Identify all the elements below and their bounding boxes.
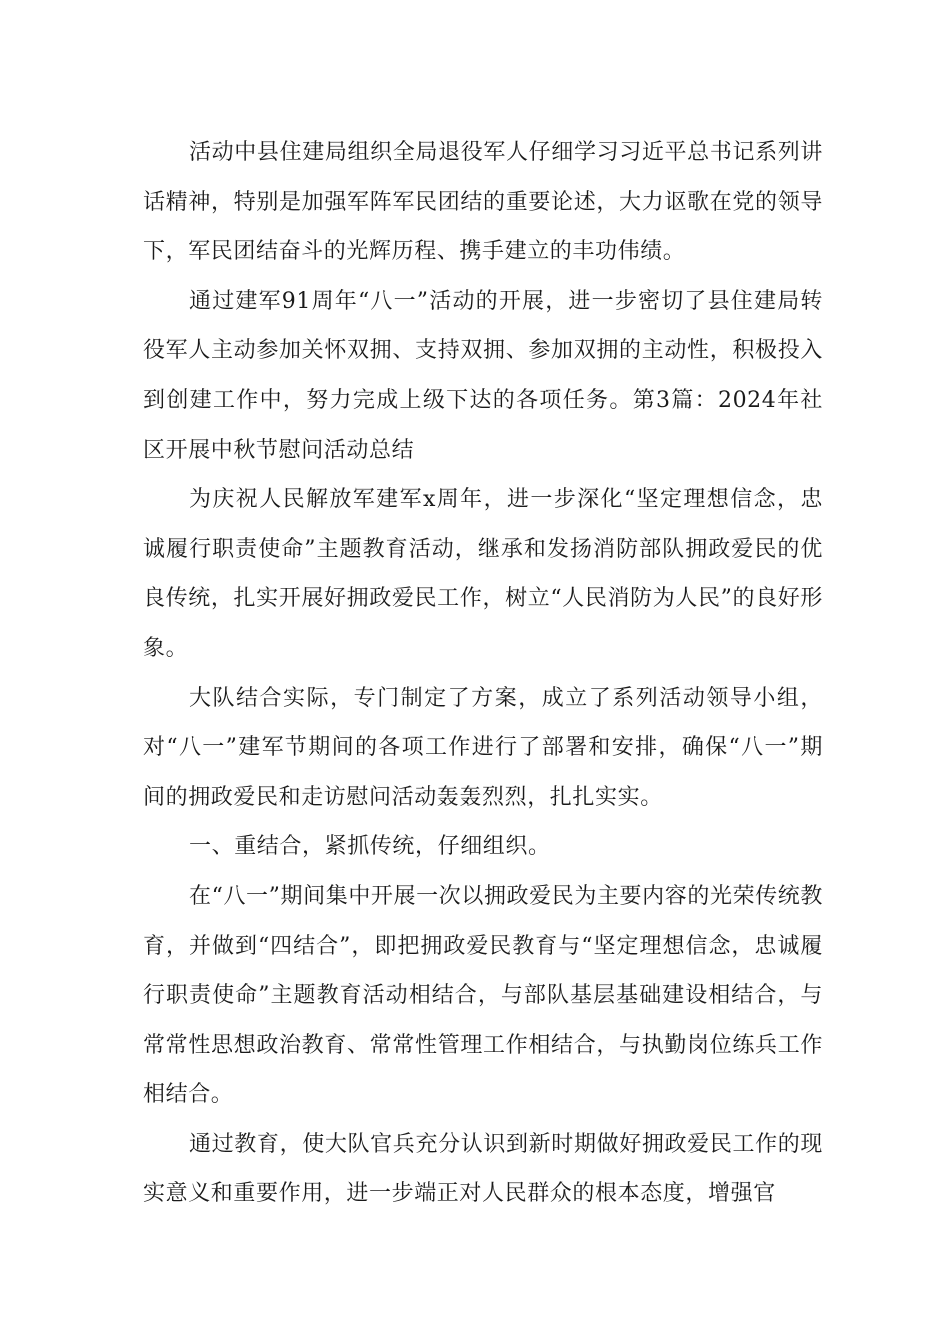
- paragraph-5: 在“八一”期间集中开展一次以拥政爱民为主要内容的光荣传统教育，并做到“四结合”，即把拥政爱民教育与“坚定理想信念，忠诚履行职责使命”主题教育活动相结合，与部队基层基础建设相结合，与常常性思想政治教育、常常性管理工作相结合，与执勤岗位练兵工作相结合。: [143, 883, 823, 1108]
- section-heading-1: 一、重结合，紧抓传统，仔细组织。: [189, 834, 551, 860]
- paragraph-3: 为庆祝人民解放军建军x周年，进一步深化“坚定理想信念，忠诚履行职责使命”主题教育活动，继承和发扬消防部队拥政爱民的优良传统，扎实开展好拥政爱民工作，树立“人民消防为人民”的良好形象。: [143, 487, 823, 661]
- paragraph-2: 通过建军91周年“八一”活动的开展，进一步密切了县住建局转役军人主动参加关怀双拥、支持双拥、参加双拥的主动性，积极投入到创建工作中，努力完成上级下达的各项任务。第3篇：2024年社区开展中秋节慰问活动总结: [143, 288, 823, 463]
- document-body: [143, 128, 823, 1219]
- paragraph-6: 通过教育，使大队官兵充分认识到新时期做好拥政爱民工作的现实意义和重要作用，进一步端正对人民群众的根本态度，增强官: [143, 1131, 823, 1207]
- paragraph-1: 活动中县住建局组织全局退役军人仔细学习习近平总书记系列讲话精神，特别是加强军阵军民团结的重要论述，大力讴歌在党的领导下，军民团结奋斗的光辉历程、携手建立的丰功伟绩。: [143, 140, 823, 265]
- paragraph-4: 大队结合实际，专门制定了方案，成立了系列活动领导小组，对“八一”建军节期间的各项工作进行了部署和安排，确保“八一”期间的拥政爱民和走访慰问活动轰轰烈烈，扎扎实实。: [143, 685, 823, 810]
